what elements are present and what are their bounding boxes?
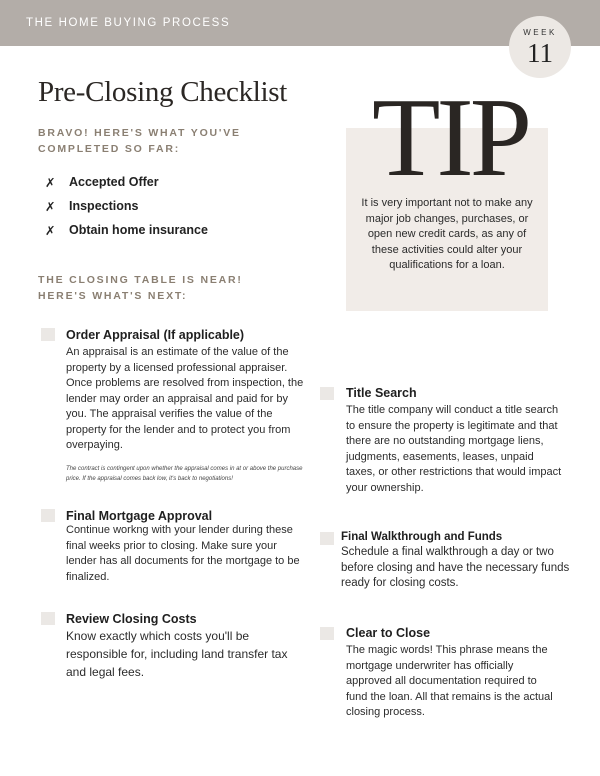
completed-item-label: Obtain home insurance bbox=[69, 223, 208, 237]
order-appraisal-note: The contract is contingent upon whether the appraisal comes in at or above the purchase price. If the appraisal comes back low, it's back to negotiations! bbox=[66, 466, 303, 482]
review-costs-body: Know exactly which costs you'll be responsible for, including land transfer tax and legal fees. bbox=[66, 629, 288, 679]
final-mortgage-title: Final Mortgage Approval bbox=[66, 509, 213, 523]
completed-heading-line1: BRAVO! HERE'S WHAT YOU'VE bbox=[38, 127, 241, 139]
final-mortgage-body: Continue workng with your lender during these final weeks prior to closing. Make sure your lender has all documents for the mortgage to be finalized. bbox=[66, 524, 300, 583]
final-mortgage-checkbox[interactable] bbox=[41, 509, 55, 522]
week-badge bbox=[509, 16, 571, 78]
page-title: Pre-Closing Checklist bbox=[38, 76, 288, 108]
tip-text: It is very important not to make any major job changes, purchases, or open new credit cards, as any of these activities could alter your qualifications for a loan. bbox=[361, 197, 533, 271]
order-appraisal-title: Order Appraisal (If applicable) bbox=[66, 328, 245, 342]
final-walkthrough-checkbox[interactable] bbox=[320, 532, 334, 545]
completed-item-label: Accepted Offer bbox=[69, 175, 159, 189]
final-walkthrough-body: Schedule a final walkthrough a day or two before closing and have the necessary funds ready for closing costs. bbox=[341, 546, 570, 589]
order-appraisal-body: An appraisal is an estimate of the value of the property by a licensed professional appraiser. Once problems are resolved from inspection, the lender may order an appraisal and paid for by you. The appraisal verifies the value of the property for the lender and to protect you from overpaying. bbox=[66, 346, 304, 451]
review-costs-checkbox[interactable] bbox=[41, 612, 55, 625]
week-number: 11 bbox=[527, 38, 553, 68]
title-search-checkbox[interactable] bbox=[320, 387, 334, 400]
clear-to-close-checkbox[interactable] bbox=[320, 627, 334, 640]
completed-heading-line2: COMPLETED SO FAR: bbox=[38, 143, 181, 155]
review-costs-title: Review Closing Costs bbox=[66, 612, 197, 626]
title-search-body: The title company will conduct a title search to ensure the property is legitimate and that there are no outstanding mortgage liens, judgments, easements, leases, unpaid taxes, or other restrictions that would impact your ownership. bbox=[346, 404, 562, 494]
cross-mark-icon: ✗ bbox=[45, 199, 56, 214]
week-label: WEEK bbox=[523, 28, 557, 37]
final-walkthrough-title: Final Walkthrough and Funds bbox=[341, 531, 503, 543]
clear-to-close-body: The magic words! This phrase means the mortgage underwriter has officially approved all documentation required to fund the loan. All that remains is the actual closing process. bbox=[346, 644, 553, 718]
next-heading-line2: HERE'S WHAT'S NEXT: bbox=[38, 290, 188, 302]
series-title: THE HOME BUYING PROCESS bbox=[26, 17, 231, 29]
title-search-title: Title Search bbox=[346, 386, 417, 400]
cross-mark-icon: ✗ bbox=[45, 175, 56, 190]
tip-title: TIP bbox=[372, 76, 528, 200]
next-heading bbox=[38, 272, 243, 304]
cross-mark-icon: ✗ bbox=[45, 223, 56, 238]
next-heading-line1: THE CLOSING TABLE IS NEAR! bbox=[38, 274, 243, 286]
completed-item-label: Inspections bbox=[69, 199, 139, 213]
clear-to-close-title: Clear to Close bbox=[346, 626, 431, 640]
completed-heading bbox=[38, 125, 241, 157]
order-appraisal-checkbox[interactable] bbox=[41, 328, 55, 341]
